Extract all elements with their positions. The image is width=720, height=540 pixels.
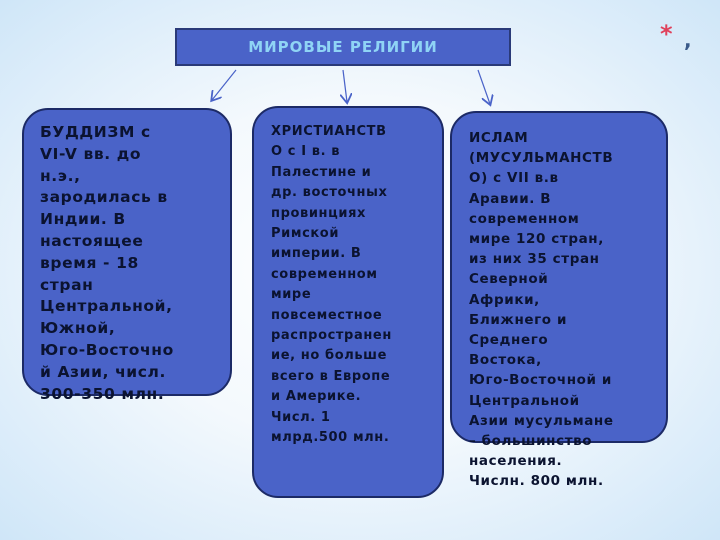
corner-comma-mark: , [684,28,692,52]
buddhism-text: БУДДИЗМ с VI-V вв. до н.э., зародилась в Индии. В настоящее время - 18 стран Центральной, Южной, Юго-Восточно й Азии, числ. 300-350 млн. [40,123,174,403]
arrow-to-islam [478,70,490,104]
diagram-title-box [175,28,511,66]
christianity-text: ХРИСТИАНСТВ О с I в. в Палестине и др. восточных провинциях Римской империи. В современном мире повсеместное распространен ие, но больше всего в Европе и Америке. Числ. 1 млрд.500 млн. [271,124,392,446]
corner-star-mark: * [660,20,673,48]
arrow-to-buddhism [212,70,236,100]
arrow-to-christianity [343,70,347,102]
diagram-title: МИРОВЫЕ РЕЛИГИИ [248,38,438,56]
islam-text: ИСЛАМ (МУСУЛЬМАНСТВ О) с VII в.в Аравии. В современном мире 120 стран, из них 35 стран Северной Африки, Ближнего и Среднего Востока, Юго-Восточной и Центральной Азии мусульмане – большинство населения. Числн. 800 млн. [469,130,614,490]
